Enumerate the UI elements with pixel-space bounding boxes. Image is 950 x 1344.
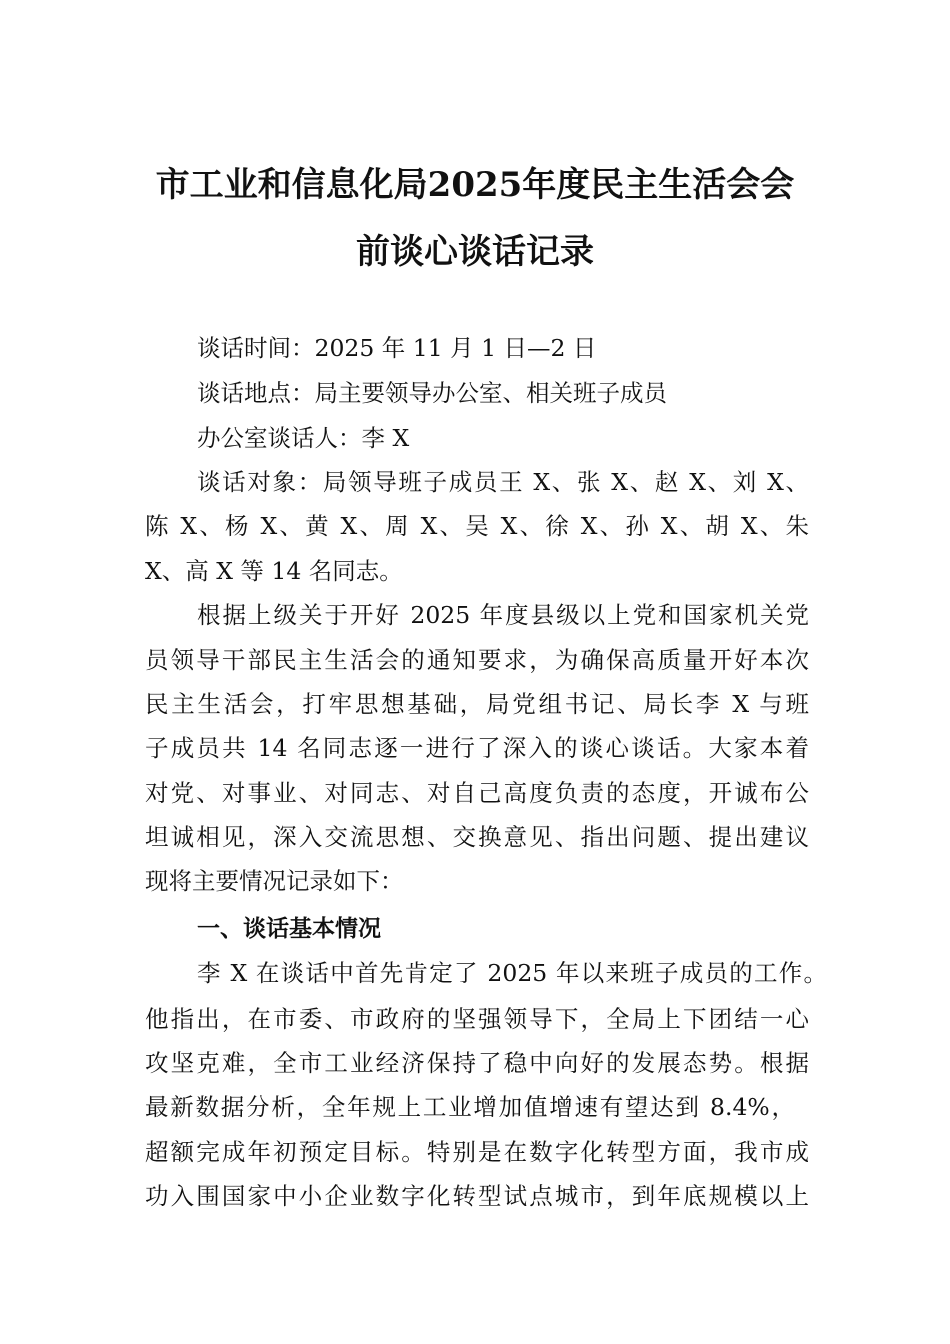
- intro-line: 民主生活会，打牢思想基础，局党组书记、局长李 X 与班: [145, 690, 809, 718]
- document-title-line-2: 前谈心谈话记录: [356, 232, 594, 272]
- section-line: 他指出，在市委、市政府的坚强领导下，全局上下团结一心: [145, 1005, 809, 1033]
- meta-subjects-line: X、高 X 等 14 名同志。: [145, 557, 403, 585]
- section-line: 超额完成年初预定目标。特别是在数字化转型方面，我市成: [145, 1138, 809, 1166]
- intro-line: 现将主要情况记录如下：: [145, 867, 404, 895]
- section-line: 最新数据分析，全年规上工业增加值增速有望达到 8.4%，: [145, 1093, 795, 1121]
- meta-subjects-line: 陈 X、杨 X、黄 X、周 X、吴 X、徐 X、孙 X、胡 X、朱: [145, 512, 809, 540]
- intro-line: 对党、对事业、对同志、对自己高度负责的态度，开诚布公: [145, 779, 809, 807]
- meta-place: 谈话地点：局主要领导办公室、相关班子成员: [197, 379, 667, 407]
- section-heading: 一、谈话基本情况: [197, 916, 381, 942]
- section-line: 李 X 在谈话中首先肯定了 2025 年以来班子成员的工作。: [197, 959, 827, 987]
- meta-subjects-line: 谈话对象：局领导班子成员王 X、张 X、赵 X、刘 X、: [197, 468, 809, 496]
- intro-line: 员领导干部民主生活会的通知要求，为确保高质量开好本次: [145, 646, 809, 674]
- document-title-line-1: 市工业和信息化局2025年度民主生活会会: [155, 165, 795, 205]
- section-line: 攻坚克难，全市工业经济保持了稳中向好的发展态势。根据: [145, 1049, 809, 1077]
- section-line: 功入围国家中小企业数字化转型试点城市，到年底规模以上: [145, 1182, 809, 1210]
- meta-time: 谈话时间：2025 年 11 月 1 日—2 日: [197, 334, 597, 362]
- meta-interviewer: 办公室谈话人：李 X: [197, 424, 410, 452]
- intro-line: 子成员共 14 名同志逐一进行了深入的谈心谈话。大家本着: [145, 734, 809, 762]
- intro-line: 坦诚相见，深入交流思想、交换意见、指出问题、提出建议: [145, 823, 809, 851]
- intro-line: 根据上级关于开好 2025 年度县级以上党和国家机关党: [197, 601, 809, 629]
